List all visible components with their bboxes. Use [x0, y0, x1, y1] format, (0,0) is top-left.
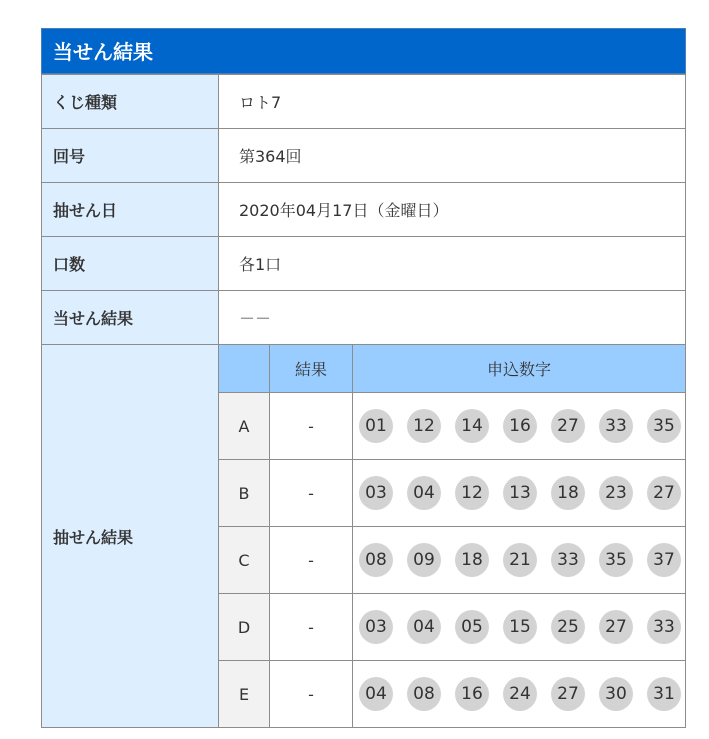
row-letter: D	[219, 594, 270, 661]
row-lottery-type	[42, 75, 686, 129]
row-letter: B	[219, 460, 270, 527]
number-balls	[353, 661, 686, 728]
number-balls	[353, 527, 686, 594]
number-ball: 24	[503, 677, 537, 711]
row-letter: E	[219, 661, 270, 728]
number-ball: 30	[599, 677, 633, 711]
row-units	[42, 237, 686, 291]
value-win-result: －－	[219, 291, 686, 345]
draw-results-cell	[219, 345, 686, 728]
draw-results-table	[219, 345, 685, 727]
number-ball: 05	[455, 610, 489, 644]
number-ball: 03	[359, 610, 393, 644]
number-ball: 27	[599, 610, 633, 644]
number-ball: 27	[647, 476, 681, 510]
table-row	[219, 527, 685, 594]
number-ball: 35	[599, 543, 633, 577]
row-result: -	[270, 393, 353, 460]
row-win-result	[42, 291, 686, 345]
number-balls	[353, 393, 686, 460]
value-draw-number: 第364回	[219, 129, 686, 183]
row-result: -	[270, 594, 353, 661]
number-ball: 04	[407, 476, 441, 510]
number-ball: 18	[551, 476, 585, 510]
panel-title: 当せん結果	[41, 28, 686, 74]
number-balls	[353, 594, 686, 661]
table-row	[219, 594, 685, 661]
row-result: -	[270, 527, 353, 594]
number-ball: 04	[359, 677, 393, 711]
number-ball: 09	[407, 543, 441, 577]
label-draw-number: 回号	[42, 129, 219, 183]
table-row	[219, 393, 685, 460]
result-table	[41, 74, 686, 728]
label-lottery-type: くじ種類	[42, 75, 219, 129]
label-draw-results: 抽せん結果	[42, 345, 219, 728]
table-row	[219, 460, 685, 527]
value-lottery-type: ロト7	[219, 75, 686, 129]
label-draw-date: 抽せん日	[42, 183, 219, 237]
number-ball: 01	[359, 409, 393, 443]
number-ball: 08	[359, 543, 393, 577]
number-ball: 08	[407, 677, 441, 711]
number-ball: 27	[551, 409, 585, 443]
row-result: -	[270, 661, 353, 728]
header-blank	[219, 345, 270, 393]
header-result: 結果	[270, 345, 353, 393]
number-ball: 16	[503, 409, 537, 443]
row-result: -	[270, 460, 353, 527]
number-ball: 14	[455, 409, 489, 443]
row-draw-date	[42, 183, 686, 237]
number-ball: 04	[407, 610, 441, 644]
number-ball: 35	[647, 409, 681, 443]
value-units: 各1口	[219, 237, 686, 291]
number-ball: 37	[647, 543, 681, 577]
number-ball: 33	[599, 409, 633, 443]
number-ball: 18	[455, 543, 489, 577]
inner-header-row	[219, 345, 685, 393]
header-numbers: 申込数字	[353, 345, 686, 393]
number-ball: 15	[503, 610, 537, 644]
row-letter: C	[219, 527, 270, 594]
number-ball: 23	[599, 476, 633, 510]
table-row	[219, 661, 685, 728]
number-ball: 13	[503, 476, 537, 510]
number-ball: 25	[551, 610, 585, 644]
number-ball: 16	[455, 677, 489, 711]
row-draw-number	[42, 129, 686, 183]
number-ball: 33	[647, 610, 681, 644]
label-units: 口数	[42, 237, 219, 291]
number-balls	[353, 460, 686, 527]
number-ball: 12	[455, 476, 489, 510]
number-ball: 31	[647, 677, 681, 711]
row-draw-results	[42, 345, 686, 728]
number-ball: 27	[551, 677, 585, 711]
number-ball: 12	[407, 409, 441, 443]
number-ball: 03	[359, 476, 393, 510]
label-win-result: 当せん結果	[42, 291, 219, 345]
number-ball: 21	[503, 543, 537, 577]
lottery-result-panel	[41, 28, 686, 728]
number-ball: 33	[551, 543, 585, 577]
row-letter: A	[219, 393, 270, 460]
value-draw-date: 2020年04月17日（金曜日）	[219, 183, 686, 237]
